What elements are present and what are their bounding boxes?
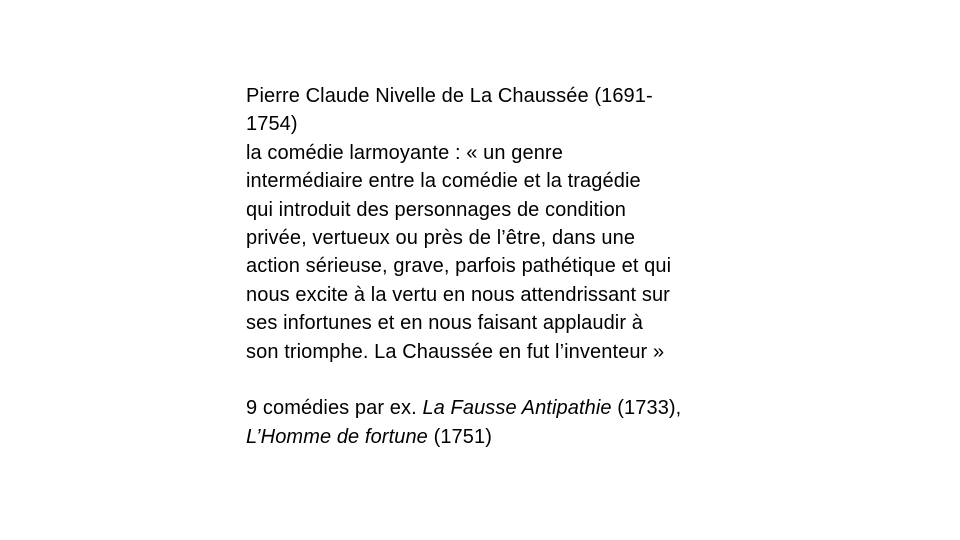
paragraph-gap	[246, 366, 726, 394]
text-line: ses infortunes et en nous faisant applaudir à	[246, 312, 643, 335]
comedy-year: (1733),	[611, 397, 682, 420]
text-line: la comédie larmoyante : « un genre	[246, 141, 563, 164]
comedy-title: La Fausse Antipathie	[422, 397, 612, 420]
text-line: 1754)	[246, 113, 298, 136]
comedies-line-2	[246, 423, 726, 451]
comedy-title: L’Homme de fortune	[246, 425, 428, 448]
comedy-year: (1751)	[427, 425, 492, 448]
text-line: qui introduit des personnages de condition	[246, 198, 627, 221]
slide-text	[246, 82, 726, 451]
comedies-prefix: 9 comédies par ex.	[246, 397, 423, 420]
text-line: intermédiaire entre la comédie et la tragédie	[246, 170, 641, 193]
text-line: action sérieuse, grave, parfois pathétique et qui	[246, 255, 672, 278]
comedies-line-1	[246, 394, 726, 422]
text-line: son triomphe. La Chaussée en fut l’inventeur »	[246, 340, 665, 363]
text-line: Pierre Claude Nivelle de La Chaussée (1691-	[246, 85, 653, 107]
text-line: nous excite à la vertu en nous attendrissant sur	[246, 283, 670, 306]
text-line: privée, vertueux ou près de l’être, dans une	[246, 227, 636, 250]
